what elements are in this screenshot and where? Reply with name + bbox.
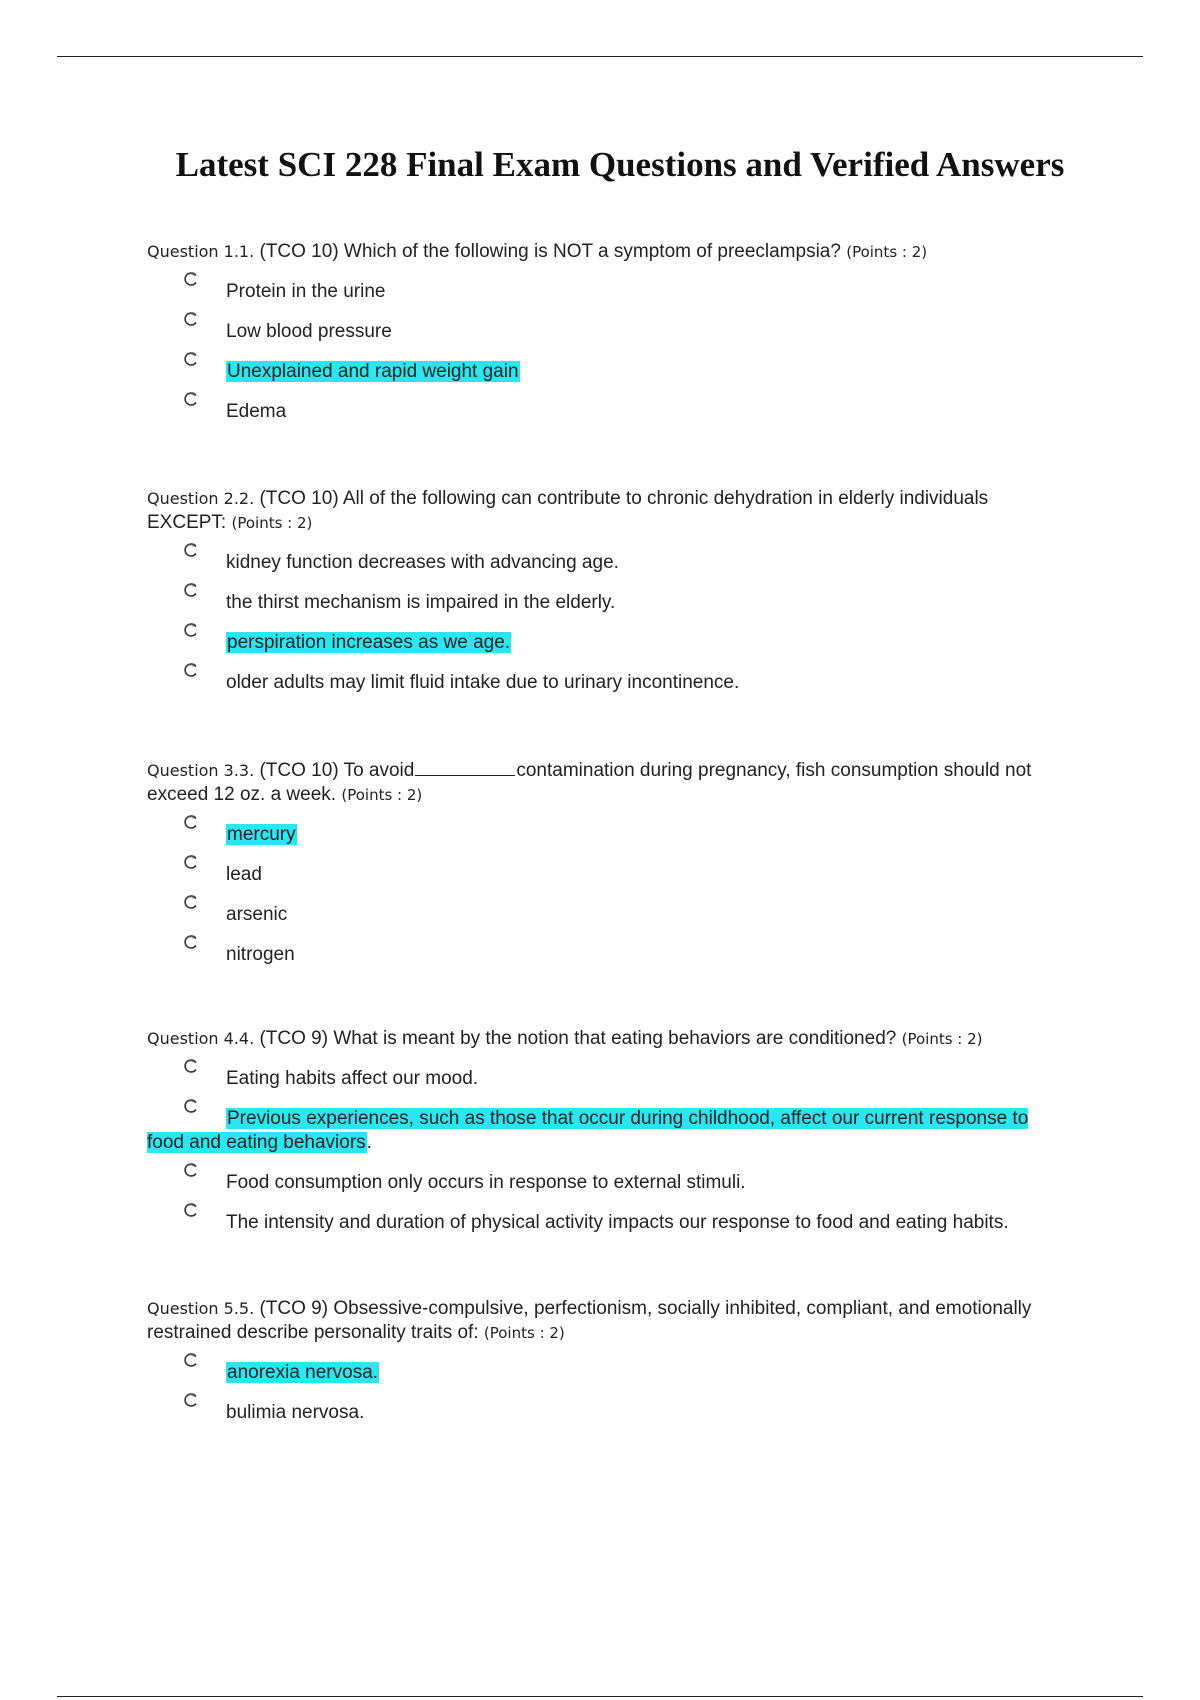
radio-button-icon[interactable] xyxy=(183,1392,199,1408)
radio-button-icon[interactable] xyxy=(183,934,199,950)
option-text: Low blood pressure xyxy=(226,321,392,342)
radio-button-icon[interactable] xyxy=(183,1098,199,1114)
question-prompt: (TCO 9) What is meant by the notion that eating behaviors are conditioned? xyxy=(259,1028,897,1049)
top-rule xyxy=(57,56,1143,57)
option-text: nitrogen xyxy=(226,944,295,965)
answer-option[interactable] xyxy=(147,1211,1067,1235)
radio-button-icon[interactable] xyxy=(183,662,199,678)
highlighted-answer: Previous experiences, such as those that occur during childhood, affect our current response to food and eating behaviors xyxy=(147,1108,1029,1153)
option-text: Edema xyxy=(226,401,287,422)
radio-button-icon[interactable] xyxy=(183,351,199,367)
option-text: arsenic xyxy=(226,904,288,925)
answer-option-correct[interactable] xyxy=(147,1361,1067,1385)
option-text: Eating habits affect our mood. xyxy=(226,1068,479,1089)
question-prompt: (TCO 10) All of the following can contribute to chronic dehydration in elderly individuals EXCEPT: xyxy=(147,488,989,533)
answer-option[interactable] xyxy=(147,1401,1067,1425)
answer-options xyxy=(147,1361,1067,1425)
option-text: older adults may limit fluid intake due to urinary incontinence. xyxy=(226,672,740,693)
radio-button-icon[interactable] xyxy=(183,1352,199,1368)
question-1-text xyxy=(147,240,1067,264)
fill-in-blank xyxy=(415,757,515,776)
question-prompt: (TCO 9) Obsessive-compulsive, perfectionism, socially inhibited, compliant, and emotionally restrained describe personality traits of: xyxy=(147,1298,1032,1343)
answer-option[interactable] xyxy=(147,400,1067,424)
radio-button-icon[interactable] xyxy=(183,894,199,910)
radio-button-icon[interactable] xyxy=(183,1058,199,1074)
answer-options xyxy=(147,280,1067,424)
question-5 xyxy=(147,1297,1067,1425)
question-label: Question 1.1. xyxy=(147,242,255,261)
question-points: (Points : 2) xyxy=(341,786,423,804)
radio-button-icon[interactable] xyxy=(183,271,199,287)
radio-button-icon[interactable] xyxy=(183,391,199,407)
radio-button-icon[interactable] xyxy=(183,582,199,598)
option-text: kidney function decreases with advancing age. xyxy=(226,552,619,573)
answer-options xyxy=(147,551,1067,695)
question-label: Question 3.3. xyxy=(147,761,255,780)
question-2-text xyxy=(147,487,1067,535)
question-2 xyxy=(147,487,1067,695)
answer-option[interactable] xyxy=(147,1171,1067,1195)
option-text: the thirst mechanism is impaired in the elderly. xyxy=(226,592,616,613)
radio-button-icon[interactable] xyxy=(183,542,199,558)
highlighted-answer: Unexplained and rapid weight gain xyxy=(227,361,519,382)
question-prompt-end: contamination during pregnancy, fish consumption should not exceed 12 oz. a week. xyxy=(147,760,1032,805)
option-text: bulimia nervosa. xyxy=(226,1402,365,1423)
question-points: (Points : 2) xyxy=(483,1324,565,1342)
option-text: Protein in the urine xyxy=(226,281,386,302)
question-label: Question 4.4. xyxy=(147,1029,255,1048)
radio-button-icon[interactable] xyxy=(183,854,199,870)
question-points: (Points : 2) xyxy=(231,514,313,532)
question-4-text xyxy=(147,1027,1067,1051)
answer-option-correct[interactable] xyxy=(147,631,1067,655)
answer-options xyxy=(147,1067,1067,1235)
option-text: Food consumption only occurs in response to external stimuli. xyxy=(226,1172,746,1193)
highlighted-answer: mercury xyxy=(227,824,296,845)
highlighted-answer: anorexia nervosa. xyxy=(227,1362,379,1383)
question-prompt: (TCO 10) Which of the following is NOT a symptom of preeclampsia? xyxy=(259,241,841,262)
answer-option-correct[interactable] xyxy=(147,360,1067,384)
question-3 xyxy=(147,757,1067,967)
question-label: Question 5.5. xyxy=(147,1299,255,1318)
highlighted-answer: perspiration increases as we age. xyxy=(227,632,511,653)
radio-button-icon[interactable] xyxy=(183,814,199,830)
option-trailing-period: . xyxy=(366,1132,372,1153)
question-points: (Points : 2) xyxy=(846,243,928,261)
page-title: Latest SCI 228 Final Exam Questions and Verified Answers xyxy=(175,145,1065,184)
answer-option[interactable] xyxy=(147,903,1067,927)
radio-button-icon[interactable] xyxy=(183,1202,199,1218)
question-prompt-start: (TCO 10) To avoid xyxy=(259,760,415,781)
answer-option[interactable] xyxy=(147,551,1067,575)
answer-options xyxy=(147,823,1067,967)
radio-button-icon[interactable] xyxy=(183,311,199,327)
answer-option[interactable] xyxy=(147,943,1067,967)
question-1 xyxy=(147,240,1067,424)
option-text: lead xyxy=(226,864,262,885)
question-5-text xyxy=(147,1297,1067,1345)
radio-button-icon[interactable] xyxy=(183,622,199,638)
answer-option[interactable] xyxy=(147,1067,1067,1091)
bottom-rule xyxy=(57,1696,1143,1697)
question-points: (Points : 2) xyxy=(901,1030,983,1048)
answer-option[interactable] xyxy=(147,591,1067,615)
option-text: The intensity and duration of physical activity impacts our response to food and eating habits. xyxy=(226,1212,1009,1233)
answer-option[interactable] xyxy=(147,863,1067,887)
answer-option[interactable] xyxy=(147,320,1067,344)
answer-option-correct[interactable] xyxy=(147,1107,1067,1155)
radio-button-icon[interactable] xyxy=(183,1162,199,1178)
question-label: Question 2.2. xyxy=(147,489,255,508)
question-3-text xyxy=(147,757,1067,807)
question-4 xyxy=(147,1027,1067,1235)
answer-option[interactable] xyxy=(147,671,1067,695)
answer-option-correct[interactable] xyxy=(147,823,1067,847)
answer-option[interactable] xyxy=(147,280,1067,304)
